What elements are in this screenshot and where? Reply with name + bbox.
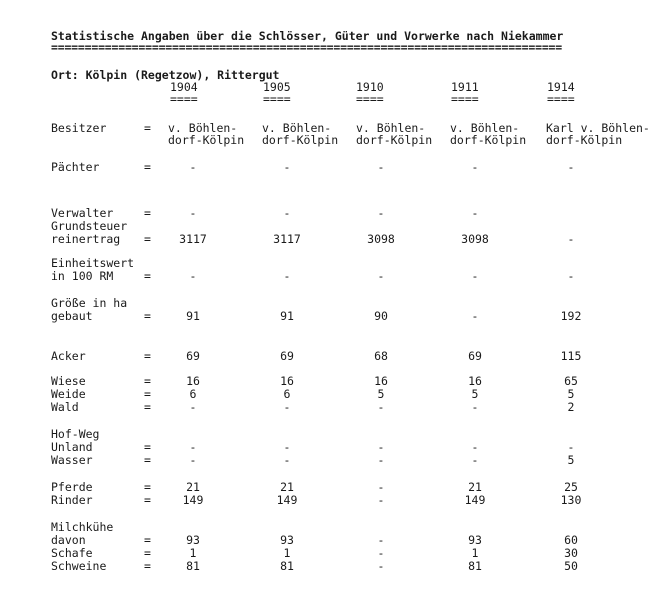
table-cell: - (567, 440, 575, 454)
table-cell: 3117 (179, 232, 207, 246)
row-equals: = (144, 206, 151, 220)
table-cell: - (189, 440, 197, 454)
row-label: Rinder (51, 493, 93, 507)
table-cell: 5 (471, 387, 479, 401)
row-label-continued: in 100 RM (51, 269, 114, 283)
year-rule-1914: ==== (547, 92, 575, 106)
year-header-1911: 1911 (451, 80, 479, 94)
row-equals: = (144, 533, 151, 547)
row-equals: = (144, 121, 151, 135)
row-equals: = (144, 493, 151, 507)
year-header-1914: 1914 (547, 80, 575, 94)
row-label: Grundsteuer (51, 219, 128, 233)
table-cell: 21 (468, 480, 482, 494)
owner-1910-line2: dorf-Kölpin (356, 133, 433, 147)
row-label: Schafe (51, 546, 93, 560)
table-cell: 91 (186, 309, 200, 323)
table-cell: - (377, 160, 385, 174)
row-label: davon (51, 533, 86, 547)
table-cell: - (377, 559, 385, 573)
owner-1911-line2: dorf-Kölpin (450, 133, 527, 147)
table-cell: - (567, 269, 575, 283)
owner-1910-line1: v. Böhlen- (356, 121, 426, 135)
table-cell: 90 (374, 309, 388, 323)
row-label-continued: reinertrag (51, 232, 121, 246)
table-cell: - (189, 206, 197, 220)
table-cell: 2 (567, 400, 575, 414)
row-equals: = (144, 232, 151, 246)
row-label: Einheitswert (51, 256, 135, 270)
owner-1905-line2: dorf-Kölpin (262, 133, 339, 147)
year-rule-1911: ==== (451, 92, 479, 106)
table-cell: - (567, 232, 575, 246)
owner-1904-line1: v. Böhlen- (168, 121, 238, 135)
table-cell: - (471, 206, 479, 220)
row-equals: = (144, 160, 151, 174)
table-cell: 69 (468, 349, 482, 363)
row-label: Wald (51, 400, 79, 414)
table-cell: 5 (567, 387, 575, 401)
table-cell: - (471, 160, 479, 174)
row-label: Verwalter (51, 206, 114, 220)
table-cell: 3098 (367, 232, 395, 246)
table-cell: 16 (468, 374, 482, 388)
table-cell: - (283, 269, 291, 283)
table-cell: 93 (468, 533, 482, 547)
table-cell: - (283, 400, 291, 414)
location-heading: Ort: Kölpin (Regetzow), Rittergut (51, 68, 280, 82)
table-cell: 149 (276, 493, 298, 507)
table-cell: 69 (280, 349, 294, 363)
row-equals: = (144, 559, 151, 573)
table-cell: - (189, 400, 197, 414)
year-rule-1905: ==== (263, 92, 291, 106)
year-header-1905: 1905 (263, 80, 291, 94)
year-rule-1910: ==== (356, 92, 384, 106)
table-cell: - (567, 160, 575, 174)
row-equals: = (144, 349, 151, 363)
table-cell: 1 (283, 546, 291, 560)
table-cell: 6 (283, 387, 291, 401)
table-cell: 50 (564, 559, 578, 573)
row-label: Wiese (51, 374, 86, 388)
table-cell: - (377, 206, 385, 220)
table-cell: - (471, 309, 479, 323)
table-cell: 192 (560, 309, 582, 323)
table-cell: 115 (560, 349, 582, 363)
table-cell: - (471, 400, 479, 414)
row-equals: = (144, 453, 151, 467)
table-cell: 16 (374, 374, 388, 388)
table-cell: 149 (464, 493, 486, 507)
row-label: Schweine (51, 559, 107, 573)
table-cell: 81 (468, 559, 482, 573)
owner-1905-line1: v. Böhlen- (262, 121, 332, 135)
table-cell: 6 (189, 387, 197, 401)
table-cell: - (377, 269, 385, 283)
row-label: Pächter (51, 160, 100, 174)
page-title: Statistische Angaben über die Schlösser, Güter und Vorwerke nach Niekammer (51, 29, 564, 43)
table-cell: 3117 (273, 232, 301, 246)
row-equals: = (144, 480, 151, 494)
table-cell: 93 (186, 533, 200, 547)
table-cell: 1 (189, 546, 197, 560)
row-label: Acker (51, 349, 86, 363)
table-cell: 65 (564, 374, 578, 388)
table-cell: 3098 (461, 232, 489, 246)
year-rule-1904: ==== (170, 92, 198, 106)
table-cell: 149 (182, 493, 204, 507)
row-equals: = (144, 309, 151, 323)
table-cell: 16 (280, 374, 294, 388)
table-cell: 16 (186, 374, 200, 388)
table-cell: - (377, 453, 385, 467)
year-header-1910: 1910 (356, 80, 384, 94)
table-cell: 21 (280, 480, 294, 494)
table-cell: - (189, 269, 197, 283)
table-cell: 5 (567, 453, 575, 467)
table-cell: 30 (564, 546, 578, 560)
row-label: Pferde (51, 480, 93, 494)
row-label: Weide (51, 387, 86, 401)
table-cell: 93 (280, 533, 294, 547)
row-equals: = (144, 387, 151, 401)
table-cell: 1 (471, 546, 479, 560)
table-cell: - (471, 269, 479, 283)
table-cell: 130 (560, 493, 582, 507)
table-cell: 25 (564, 480, 578, 494)
table-cell: 5 (377, 387, 385, 401)
row-label: Wasser (51, 453, 93, 467)
owner-1914-line1: Karl v. Böhlen- (546, 121, 650, 135)
row-equals: = (144, 400, 151, 414)
title-underline: ============================================================================ (51, 40, 562, 54)
row-equals: = (144, 269, 151, 283)
row-label: Unland (51, 440, 93, 454)
row-label: Milchkühe (51, 520, 114, 534)
row-equals: = (144, 546, 151, 560)
year-header-1904: 1904 (170, 80, 198, 94)
row-label: Größe in ha (51, 296, 128, 310)
row-equals: = (144, 374, 151, 388)
table-cell: - (283, 440, 291, 454)
table-cell: - (377, 493, 385, 507)
table-cell: 68 (374, 349, 388, 363)
table-cell: - (189, 160, 197, 174)
table-cell: - (283, 206, 291, 220)
table-cell: - (377, 400, 385, 414)
row-equals: = (144, 440, 151, 454)
table-cell: - (471, 440, 479, 454)
table-cell: - (377, 533, 385, 547)
owner-1911-line1: v. Böhlen- (450, 121, 520, 135)
table-cell: - (377, 546, 385, 560)
table-cell: 91 (280, 309, 294, 323)
table-cell: - (189, 453, 197, 467)
table-cell: 81 (280, 559, 294, 573)
table-cell: 60 (564, 533, 578, 547)
table-cell: 81 (186, 559, 200, 573)
row-label-continued: gebaut (51, 309, 93, 323)
table-cell: - (283, 453, 291, 467)
row-label-besitzer: Besitzer (51, 121, 107, 135)
table-cell: - (283, 160, 291, 174)
row-label: Hof-Weg (51, 427, 100, 441)
owner-1904-line2: dorf-Kölpin (168, 133, 245, 147)
table-cell: - (377, 440, 385, 454)
owner-1914-line2: dorf-Kölpin (546, 133, 623, 147)
table-cell: 21 (186, 480, 200, 494)
table-cell: - (471, 453, 479, 467)
table-cell: 69 (186, 349, 200, 363)
table-cell: - (377, 480, 385, 494)
